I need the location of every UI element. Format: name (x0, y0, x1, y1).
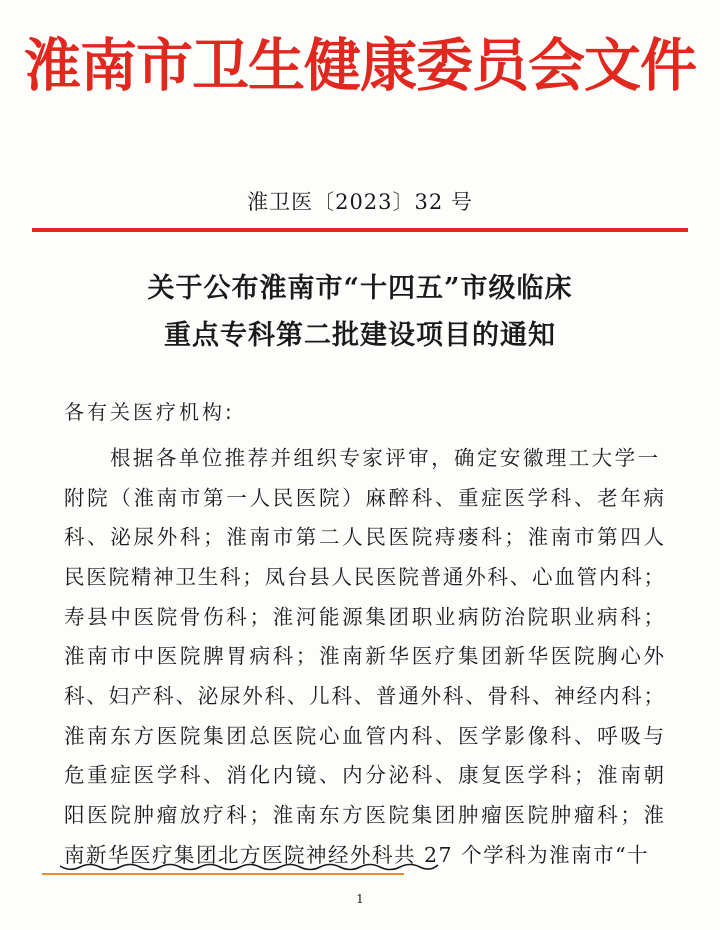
body-line: 科、泌尿外科；淮南市第二人民医院痔瘘科；淮南市第四人 (64, 525, 664, 549)
body-line: 阳医院肿瘤放疗科；淮南东方医院集团肿瘤医院肿瘤科；淮 (64, 803, 664, 827)
page-number: 1 (356, 892, 364, 906)
red-divider-line (32, 228, 688, 232)
body-line: 淮南市中医院脾胃病科；淮南新华医疗集团新华医院胸心外 (64, 644, 664, 668)
body-line: 淮南东方医院集团总医院心血管内科、医学影像科、呼吸与 (64, 724, 664, 748)
body-line: 附院（淮南市第一人民医院）麻醉科、重症医学科、老年病 (64, 486, 664, 510)
notice-title-line-1: 关于公布淮南市“十四五”市级临床 (147, 273, 573, 304)
orange-highlight-line (42, 873, 404, 875)
body-line: 危重症医学科、消化内镜、内分泌科、康复医学科；淮南朝 (64, 763, 664, 787)
document-number: 淮卫医〔2023〕32 号 (247, 190, 473, 214)
body-line: 南新华医疗集团北方医院神经外科共 27 个学科为淮南市“十 (64, 843, 650, 867)
notice-title-line-2: 重点专科第二批建设项目的通知 (164, 320, 556, 351)
body-line: 寿县中医院骨伤科；淮河能源集团职业病防治院职业病科； (64, 605, 664, 629)
body-line: 科、妇产科、泌尿外科、儿科、普通外科、骨科、神经内科； (64, 684, 664, 708)
body-line: 民医院精神卫生科；凤台县人民医院普通外科、心血管内科； (64, 565, 664, 589)
letterhead-title: 淮南市卫生健康委员会文件 (24, 33, 696, 99)
body-line: 根据各单位推荐并组织专家评审，确定安徽理工大学一 (110, 446, 658, 470)
salutation: 各有关医疗机构: (64, 400, 235, 424)
